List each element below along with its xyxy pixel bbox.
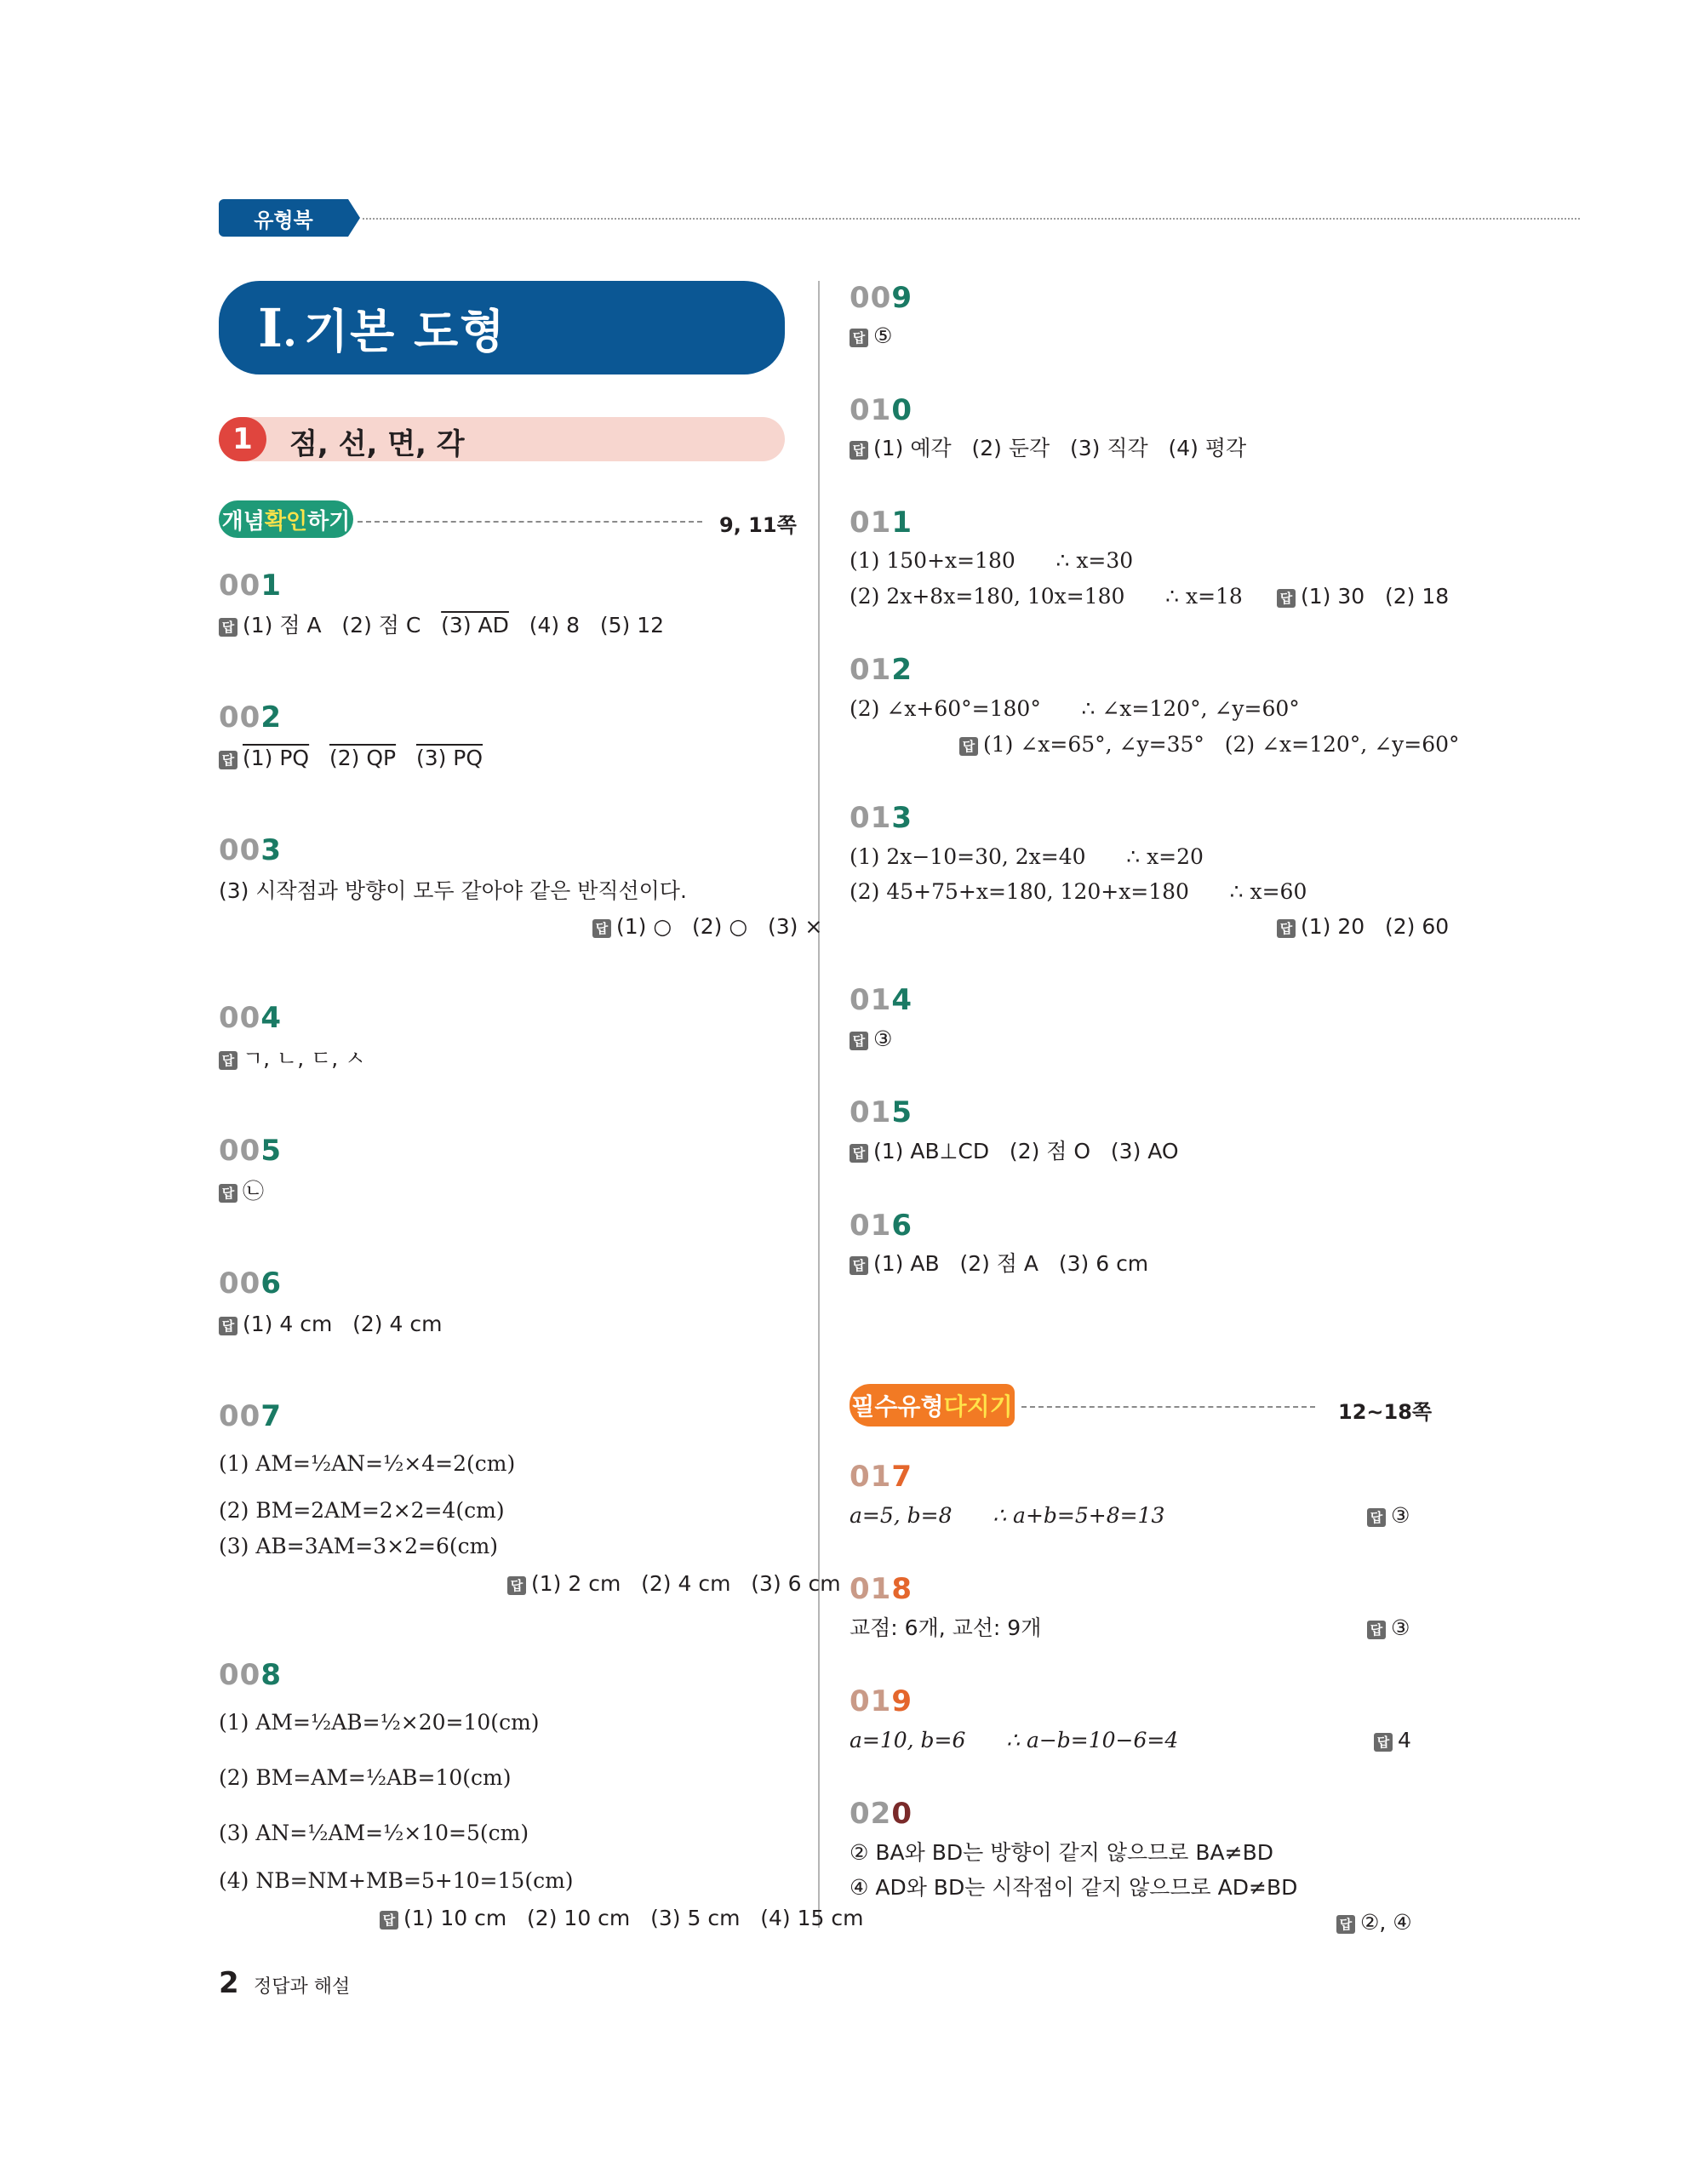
concept-check-label: 개념 확인 하기 [219,500,353,538]
problem-number-011: 011 [850,506,913,540]
answer-019: 답 4 [1374,1729,1411,1752]
answer-badge: 답 [380,1911,398,1930]
answer-badge: 답 [850,1032,868,1050]
answer-015: 답 (1) AB⊥CD (2) 점 O (3) AO [850,1141,1179,1163]
book-tab: 유형북 [219,199,348,237]
drill-pages: 12~18쪽 [1338,1400,1433,1424]
solution-011-line2: (2) 2x+8x=180, 10x=180 ∴ x=18 [850,584,1243,609]
answer-011: 답 (1) 30 (2) 18 [1277,586,1449,608]
solution-013-line1: (1) 2x−10=30, 2x=40 ∴ x=20 [850,844,1204,869]
problem-number-016: 016 [850,1209,913,1243]
solution-019: a=10, b=6 ∴ a−b=10−6=4 [850,1728,1179,1752]
answer-badge: 답 [219,1051,237,1070]
answer-014: 답 ③ [850,1028,892,1050]
drill-section-label: 필수유형 다지기 [850,1384,1015,1426]
answer-018: 답 ③ [1367,1617,1410,1639]
book-tab-arrow [348,199,360,237]
page-number: 2 [219,1966,239,2000]
problem-number-006: 006 [219,1266,282,1301]
answer-013: 답 (1) 20 (2) 60 [1277,916,1449,938]
solution-008-line1: (1) AM=½AB=½×20=10(cm) [219,1710,540,1735]
solution-012-line1: (2) ∠x+60°=180° ∴ ∠x=120°, ∠y=60° [850,696,1300,721]
answer-005: 답 ㉡ [219,1181,264,1203]
answer-001: 답 (1) 점 A (2) 점 C (3) AD (4) 8 (5) 12 [219,615,664,637]
column-divider [818,281,820,1928]
problem-number-007: 007 [219,1399,282,1433]
answer-badge: 답 [592,919,611,938]
answer-020: 답 ②, ④ [1336,1912,1412,1934]
problem-number-010: 010 [850,393,913,427]
answer-006: 답 (1) 4 cm (2) 4 cm [219,1313,442,1335]
problem-number-014: 014 [850,983,913,1017]
answer-badge: 답 [850,441,868,460]
problem-number-004: 004 [219,1001,282,1035]
answer-badge: 답 [219,618,237,637]
problem-number-003: 003 [219,833,282,867]
answer-004: 답 ㄱ, ㄴ, ㄷ, ㅅ [219,1048,365,1070]
solution-018: 교점: 6개, 교선: 9개 [850,1615,1042,1640]
answer-002: 답 (1) PQ (2) QP (3) PQ [219,747,483,769]
section-number: 1 [219,417,266,461]
answer-badge: 답 [850,1256,868,1275]
section-title: 점, 선, 면, 각 [289,427,465,461]
answer-007: 답 (1) 2 cm (2) 4 cm (3) 6 cm [507,1573,841,1595]
concept-dashed-rule [358,521,702,523]
answer-badge: 답 [1336,1915,1355,1934]
answer-badge: 답 [850,1144,868,1163]
problem-number-005: 005 [219,1134,282,1168]
answer-badge: 답 [219,1317,237,1335]
header-dotted-rule [363,218,1580,220]
answer-009: 답 ⑤ [850,325,892,347]
explanation-003: (3) 시작점과 방향이 모두 같아야 같은 반직선이다. [219,878,687,903]
solution-013-line2: (2) 45+75+x=180, 120+x=180 ∴ x=60 [850,879,1307,904]
solution-008-line4: (4) NB=NM+MB=5+10=15(cm) [219,1868,574,1893]
answer-badge: 답 [1277,919,1296,938]
solution-017: a=5, b=8 ∴ a+b=5+8=13 [850,1503,1165,1528]
answer-008: 답 (1) 10 cm (2) 10 cm (3) 5 cm (4) 15 cm [380,1907,863,1930]
footer-label: 정답과 해설 [254,1976,351,1998]
chapter-banner [219,281,785,374]
problem-number-008: 008 [219,1658,282,1692]
chapter-roman-numeral: I [258,296,283,359]
answer-badge: 답 [850,329,868,347]
problem-number-019: 019 [850,1684,913,1718]
answer-badge: 답 [1367,1508,1386,1527]
answer-badge: 답 [1374,1733,1393,1752]
solution-008-line3: (3) AN=½AM=½×10=5(cm) [219,1821,529,1845]
solution-008-line2: (2) BM=AM=½AB=10(cm) [219,1765,512,1790]
problem-number-012: 012 [850,653,913,687]
drill-dashed-rule [1021,1406,1315,1408]
answer-012: 답 (1) ∠x=65°, ∠y=35° (2) ∠x=120°, ∠y=60° [959,734,1460,756]
solution-020-line1: ② BA와 BD는 방향이 같지 않으므로 BA≠BD [850,1840,1273,1865]
answer-badge: 답 [1277,589,1296,608]
solution-007-line2: (2) BM=2AM=2×2=4(cm) [219,1498,505,1523]
solution-011-line1: (1) 150+x=180 ∴ x=30 [850,548,1134,573]
problem-number-017: 017 [850,1460,913,1494]
concept-pages: 9, 11쪽 [719,513,797,537]
answer-badge: 답 [507,1576,526,1595]
solution-007-line1: (1) AM=½AN=½×4=2(cm) [219,1451,516,1476]
answer-badge: 답 [219,751,237,769]
problem-number-002: 002 [219,700,282,735]
answer-badge: 답 [219,1184,237,1203]
problem-number-015: 015 [850,1095,913,1129]
problem-number-013: 013 [850,801,913,835]
answer-badge: 답 [959,737,978,756]
answer-010: 답 (1) 예각 (2) 둔각 (3) 직각 (4) 평각 [850,437,1246,460]
chapter-title: 기본 도형 [304,304,506,358]
problem-number-018: 018 [850,1572,913,1606]
answer-badge: 답 [1367,1621,1386,1639]
answer-016: 답 (1) AB (2) 점 A (3) 6 cm [850,1253,1148,1275]
problem-number-001: 001 [219,569,282,603]
solution-007-line3: (3) AB=3AM=3×2=6(cm) [219,1534,499,1558]
answer-017: 답 ③ [1367,1505,1410,1527]
chapter-dot [286,339,294,346]
answer-003: 답 (1) ○ (2) ○ (3) × [592,916,822,938]
problem-number-009: 009 [850,281,913,315]
problem-number-020: 020 [850,1797,913,1831]
solution-020-line2: ④ AD와 BD는 시작점이 같지 않으므로 AD≠BD [850,1875,1298,1900]
